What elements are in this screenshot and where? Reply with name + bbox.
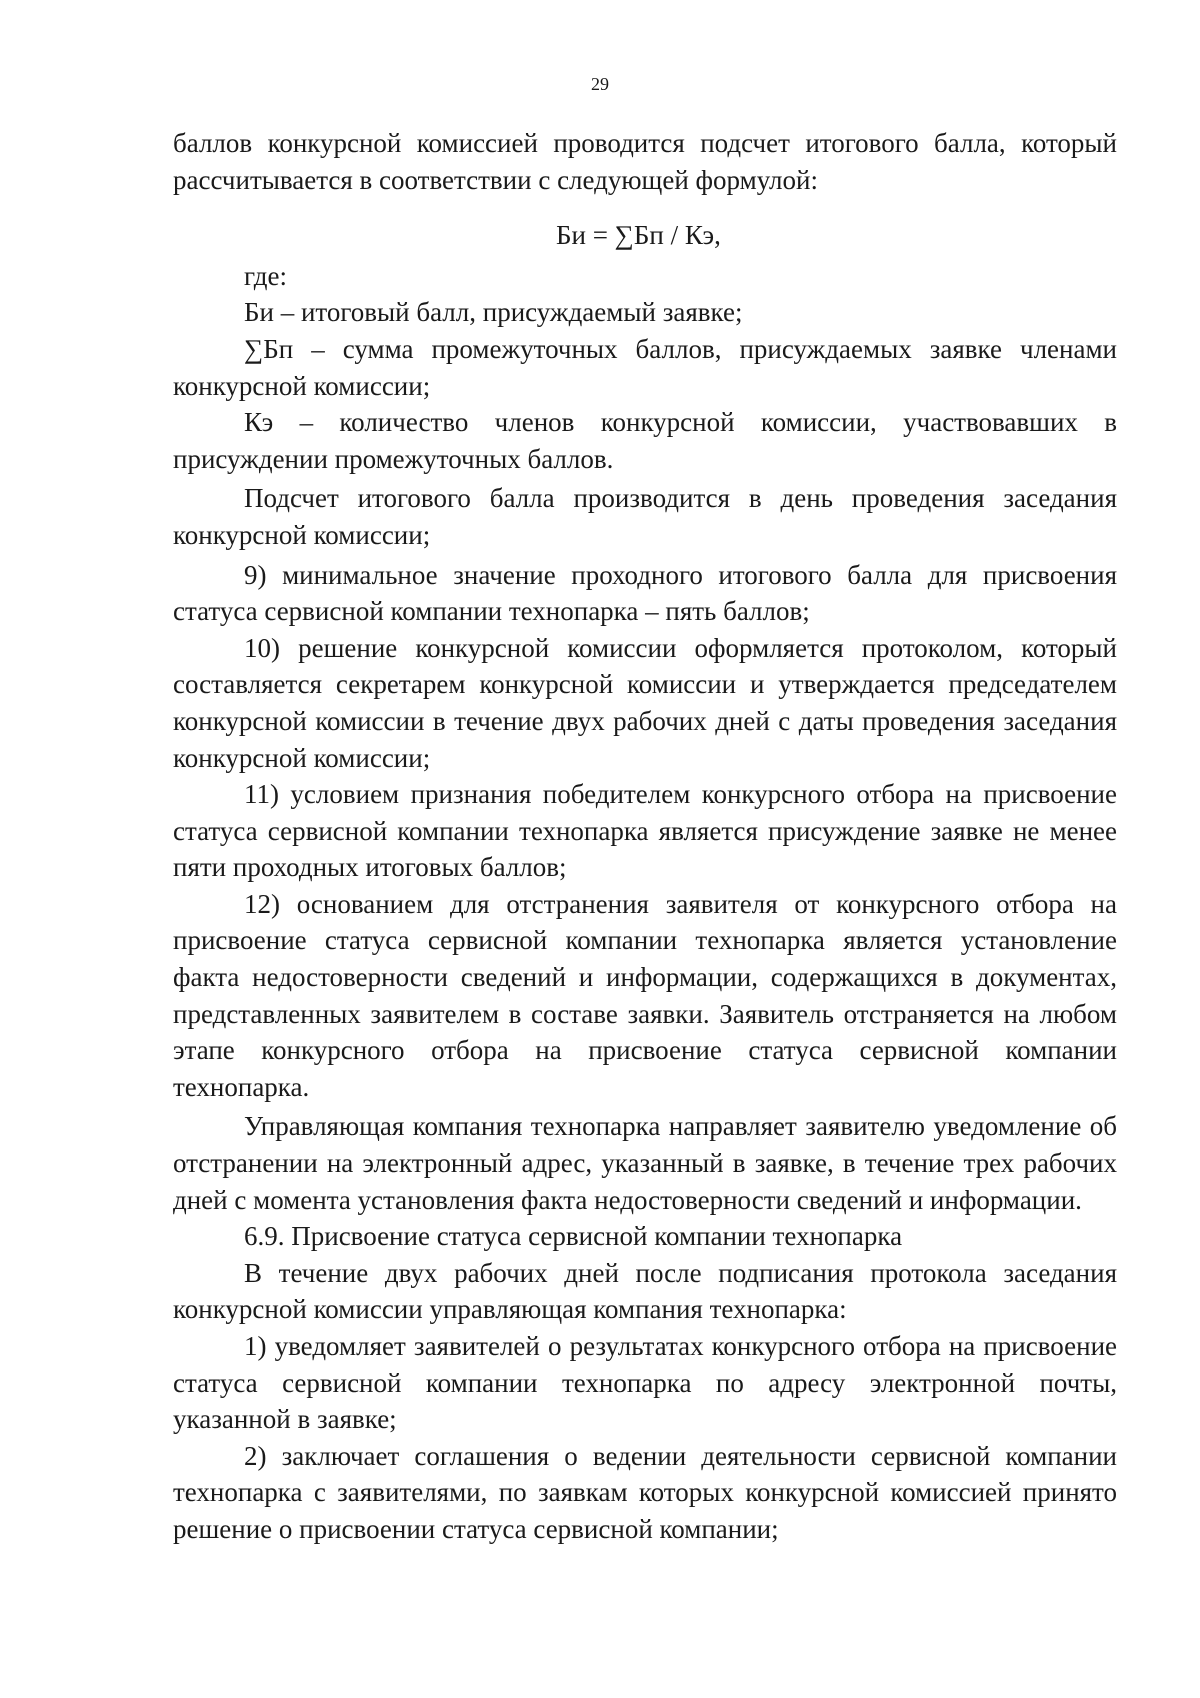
paragraph-within-two-days: В течение двух рабочих дней после подписания протокола заседания конкурсной комиссии управляющая компания технопарка: [173,1257,1117,1325]
sub-item-1: 1) уведомляет заявителей о результатах конкурсного отбора на присвоение статуса сервисной компании технопарка по адресу электронной почты, указанной в заявке; [173,1331,1117,1435]
formula: Би = ∑Бп / Кэ, [556,220,721,251]
paragraph-notification: Управляющая компания технопарка направляет заявителю уведомление об отстранении на электронный адрес, указанный в заявке, в течение трех рабочих дней с момента установления факта недостоверности сведений и информации. [173,1111,1117,1215]
document-body [173,125,1117,1548]
section-heading-6-9: 6.9. Присвоение статуса сервисной компании технопарка [244,1221,903,1252]
page-number: 29 [591,74,609,94]
paragraph-count: Подсчет итогового балла производится в день проведения заседания конкурсной комиссии; [173,483,1117,550]
formula-where: где: [244,260,287,291]
list-item-9: 9) минимальное значение проходного итогового балла для присвоения статуса сервисной компании технопарка – пять баллов; [173,559,1117,627]
sub-item-2: 2) заключает соглашения о ведении деятельности сервисной компании технопарка с заявителями, по заявкам которых конкурсной комиссией принято решение о присвоении статуса сервисной компании; [173,1440,1117,1544]
list-item-12: 12) основанием для отстранения заявителя от конкурсного отбора на присвоение статуса сервисной компании технопарка является установление факта недостоверности сведений и информации, содержащихся в документах, представленных заявителем в составе заявки. Заявитель отстраняется на любом этапе конкурсного отбора на присвоение статуса сервисной компании технопарка. [173,888,1117,1102]
definition-sum-bp: ∑Бп – сумма промежуточных баллов, присуждаемых заявке членами конкурсной комиссии; [173,333,1117,401]
list-item-10: 10) решение конкурсной комиссии оформляется протоколом, который составляется секретарем конкурсной комиссии и утверждается председателем конкурсной комиссии в течение двух рабочих дней с даты проведения заседания конкурсной комиссии; [173,632,1117,773]
paragraph-intro: баллов конкурсной комиссией проводится подсчет итогового балла, который рассчитывается в соответствии с следующей формулой: [173,128,1117,195]
list-item-11: 11) условием признания победителем конкурсного отбора на присвоение статуса сервисной компании технопарка является присуждение заявке не менее пяти проходных итоговых баллов; [173,779,1117,883]
definition-bi: Би – итоговый балл, присуждаемый заявке; [244,297,743,328]
definition-ke: Кэ – количество членов конкурсной комиссии, участвовавших в присуждении промежуточных баллов. [173,407,1117,474]
